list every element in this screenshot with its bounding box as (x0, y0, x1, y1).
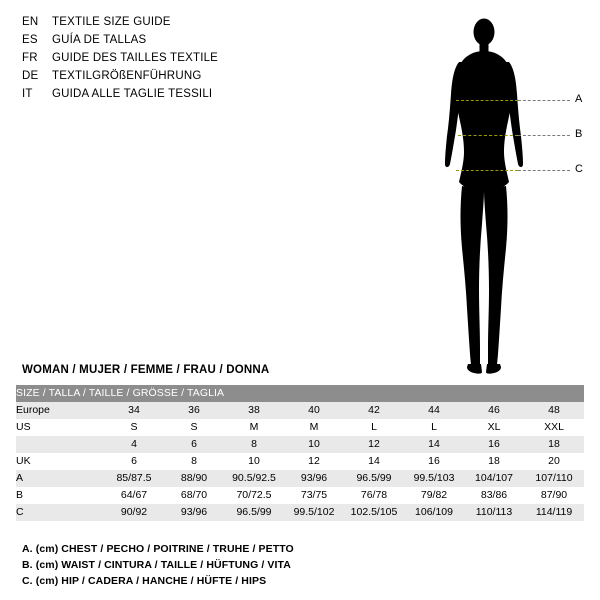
table-cell: 114/119 (524, 504, 584, 521)
measure-label-a: A (575, 93, 583, 105)
table-cell: 85/87.5 (104, 470, 164, 487)
table-cell: 99.5/103 (404, 470, 464, 487)
language-row (22, 70, 322, 88)
size-table-wrapper (16, 385, 584, 521)
table-cell: 99.5/102 (284, 504, 344, 521)
measure-leader-waist (518, 135, 570, 136)
table-cell: 38 (224, 402, 284, 419)
table-cell: 87/90 (524, 487, 584, 504)
row-label: A (16, 470, 104, 487)
table-cell: 4 (104, 436, 164, 453)
row-label: C (16, 504, 104, 521)
table-cell: 6 (104, 453, 164, 470)
language-title: GUÍA DE TALLAS (52, 34, 147, 46)
table-cell: 106/109 (404, 504, 464, 521)
table-cell: 18 (524, 436, 584, 453)
table-cell: 107/110 (524, 470, 584, 487)
measure-label-c: C (575, 163, 583, 175)
table-cell: 90/92 (104, 504, 164, 521)
table-cell: 48 (524, 402, 584, 419)
table-cell: 18 (464, 453, 524, 470)
table-row (16, 453, 584, 470)
language-title-list (22, 16, 322, 106)
table-cell: 34 (104, 402, 164, 419)
table-cell: 102.5/105 (344, 504, 404, 521)
table-cell: 73/75 (284, 487, 344, 504)
table-cell: 83/86 (464, 487, 524, 504)
size-table (16, 385, 584, 521)
table-cell: 93/96 (164, 504, 224, 521)
table-cell: 8 (164, 453, 224, 470)
woman-silhouette-icon (432, 10, 592, 375)
table-cell: L (344, 419, 404, 436)
legend-line-a: A. (cm) CHEST / PECHO / POITRINE / TRUHE / PETTO (22, 543, 294, 555)
table-cell: 96.5/99 (224, 504, 284, 521)
measure-line-waist (458, 135, 518, 136)
table-cell: 46 (464, 402, 524, 419)
row-label: Europe (16, 402, 104, 419)
table-cell: S (164, 419, 224, 436)
table-cell: 93/96 (284, 470, 344, 487)
language-title: TEXTILGRÖßENFÜHRUNG (52, 70, 202, 82)
table-column-header: SIZE / TALLA / TAILLE / GRÖSSE / TAGLIA (16, 385, 584, 402)
table-row (16, 402, 584, 419)
table-cell: 42 (344, 402, 404, 419)
table-cell: 14 (344, 453, 404, 470)
table-cell: S (104, 419, 164, 436)
legend-line-c: C. (cm) HIP / CADERA / HANCHE / HÜFTE / HIPS (22, 575, 267, 587)
language-code: IT (22, 88, 33, 100)
row-label: US (16, 419, 104, 436)
table-cell: 96.5/99 (344, 470, 404, 487)
table-row (16, 487, 584, 504)
table-cell: 16 (464, 436, 524, 453)
table-cell: 110/113 (464, 504, 524, 521)
table-cell: 20 (524, 453, 584, 470)
table-row (16, 470, 584, 487)
table-cell: 10 (284, 436, 344, 453)
table-cell: M (224, 419, 284, 436)
table-group-heading: WOMAN / MUJER / FEMME / FRAU / DONNA (22, 364, 270, 376)
table-cell: 14 (404, 436, 464, 453)
language-code: DE (22, 70, 39, 82)
table-cell: 64/67 (104, 487, 164, 504)
row-label: UK (16, 453, 104, 470)
language-code: ES (22, 34, 38, 46)
table-cell: M (284, 419, 344, 436)
language-row (22, 52, 322, 70)
table-cell: 44 (404, 402, 464, 419)
row-label (16, 436, 104, 453)
table-cell: 12 (284, 453, 344, 470)
table-cell: 10 (224, 453, 284, 470)
table-cell: 68/70 (164, 487, 224, 504)
table-header-row (16, 385, 584, 402)
table-cell: 16 (404, 453, 464, 470)
table-cell: 76/78 (344, 487, 404, 504)
table-cell: 88/90 (164, 470, 224, 487)
language-row (22, 16, 322, 34)
table-row (16, 504, 584, 521)
measurement-legend (22, 541, 442, 589)
language-row (22, 88, 322, 106)
table-row (16, 436, 584, 453)
table-cell: 40 (284, 402, 344, 419)
table-cell: 8 (224, 436, 284, 453)
measure-label-b: B (575, 128, 583, 140)
table-cell: 70/72.5 (224, 487, 284, 504)
table-cell: 36 (164, 402, 224, 419)
row-label: B (16, 487, 104, 504)
table-cell: 79/82 (404, 487, 464, 504)
legend-line-b: B. (cm) WAIST / CINTURA / TAILLE / HÜFTUNG / VITA (22, 559, 291, 571)
language-title: TEXTILE SIZE GUIDE (52, 16, 171, 28)
table-cell: L (404, 419, 464, 436)
language-row (22, 34, 322, 52)
table-row (16, 419, 584, 436)
table-cell: 104/107 (464, 470, 524, 487)
table-cell: 90.5/92.5 (224, 470, 284, 487)
table-cell: XL (464, 419, 524, 436)
language-title: GUIDA ALLE TAGLIE TESSILI (52, 88, 213, 100)
table-cell: XXL (524, 419, 584, 436)
table-cell: 6 (164, 436, 224, 453)
body-figure (432, 10, 592, 375)
measure-line-chest (456, 100, 518, 101)
language-code: FR (22, 52, 38, 64)
measure-leader-hip (518, 170, 570, 171)
measure-leader-chest (518, 100, 570, 101)
language-title: GUIDE DES TAILLES TEXTILE (52, 52, 219, 64)
table-cell: 12 (344, 436, 404, 453)
language-code: EN (22, 16, 39, 28)
measure-line-hip (456, 170, 518, 171)
